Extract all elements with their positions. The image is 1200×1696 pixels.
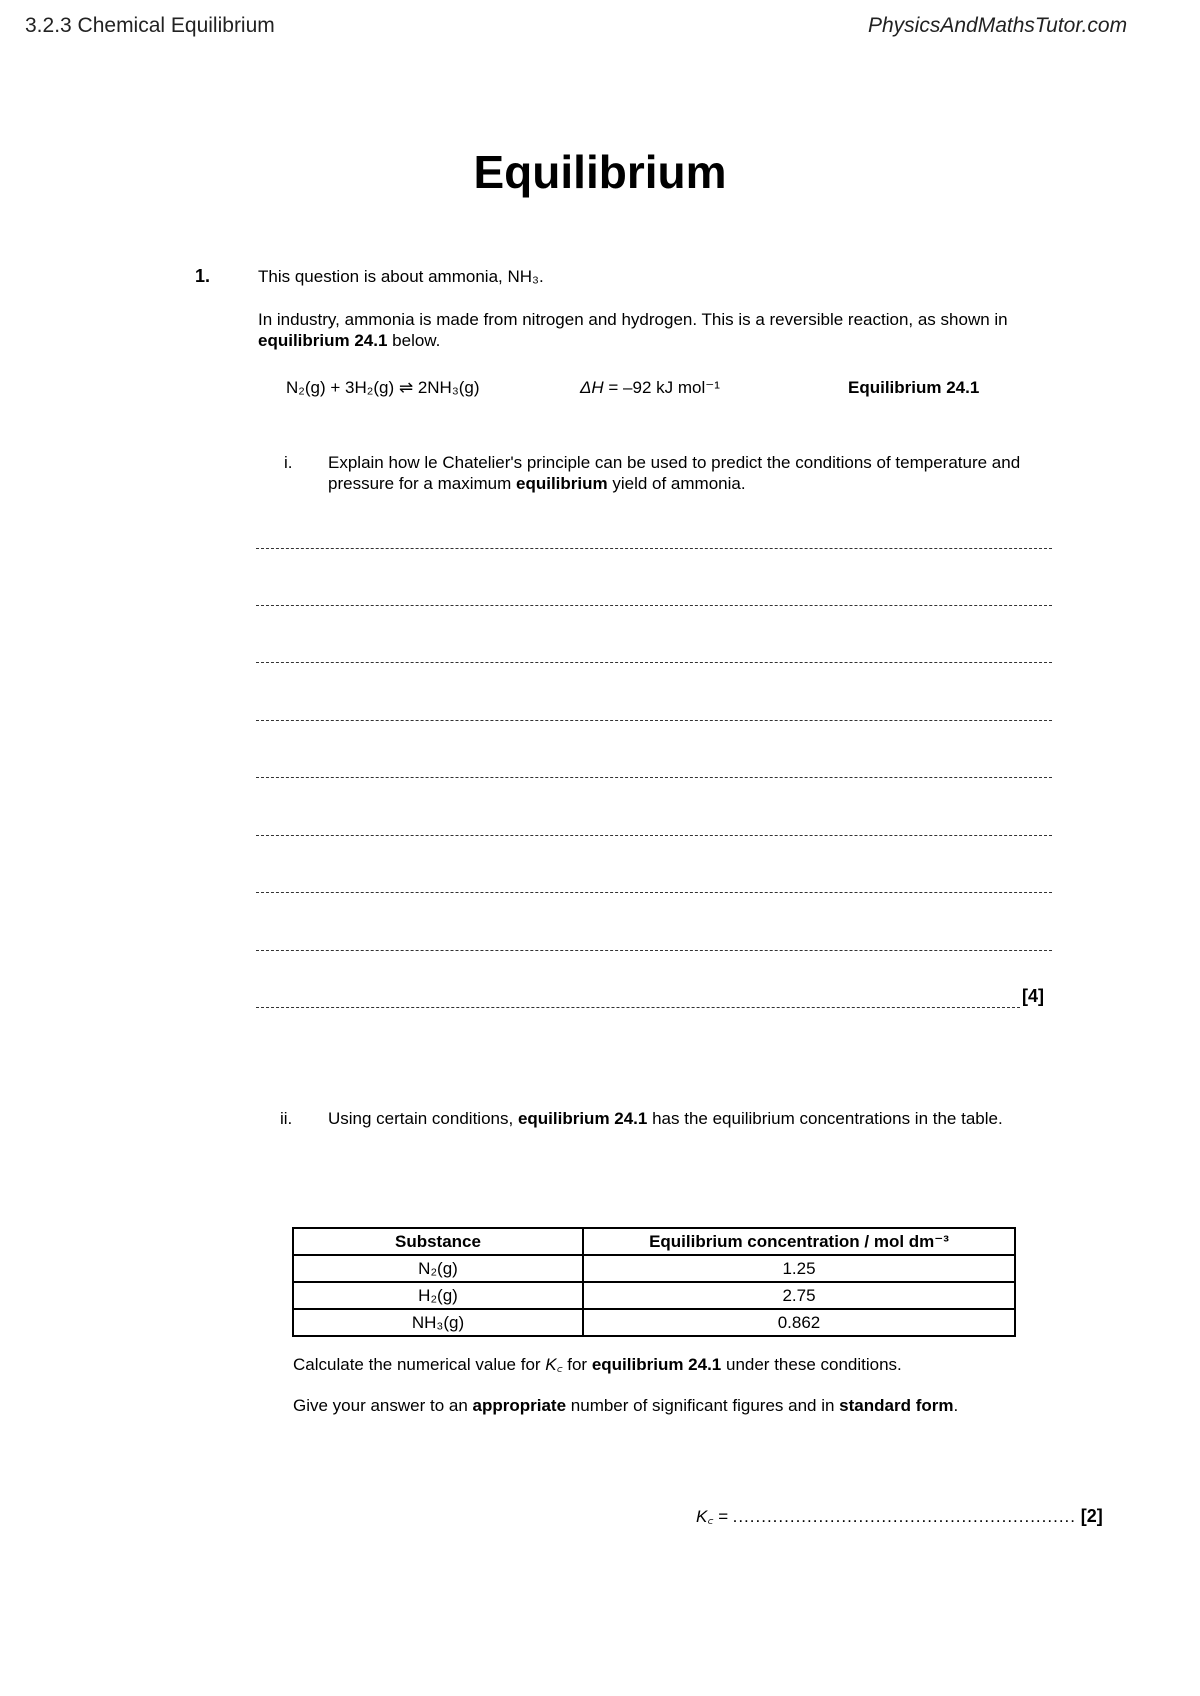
part-ii-marks: [2] (1080, 1506, 1103, 1526)
table-cell-concentration: 0.862 (583, 1309, 1015, 1336)
concentration-table (292, 1227, 1016, 1337)
answer-line[interactable] (256, 835, 1052, 836)
equilibrium-label: Equilibrium 24.1 (848, 378, 980, 397)
sf-bold-1: appropriate (472, 1396, 567, 1415)
part-i-numeral: i. (284, 453, 293, 472)
kc-answer-label: K꜀ = (696, 1507, 728, 1526)
calc-instruction (293, 1354, 1053, 1375)
part-ii-text-2: has the equilibrium concentrations in the table. (647, 1109, 1003, 1128)
delta-h-value: = –92 kJ mol⁻¹ (603, 378, 720, 397)
sf-text-1: Give your answer to an (293, 1396, 473, 1415)
table-cell-substance: NH₃(g) (293, 1309, 583, 1336)
context-text-1: In industry, ammonia is made from nitrogen and hydrogen. This is a reversible reaction, as shown in (258, 310, 1008, 329)
calc-kc: K꜀ (545, 1355, 563, 1374)
answer-line[interactable] (256, 605, 1052, 606)
kc-answer (696, 1506, 1103, 1527)
calc-text-2: for (562, 1355, 592, 1374)
table-header-substance: Substance (293, 1228, 583, 1255)
part-i-bold: equilibrium (516, 474, 608, 493)
page-title: Equilibrium (473, 146, 727, 198)
part-i-marks: [4] (1022, 986, 1044, 1006)
answer-line[interactable] (256, 777, 1052, 778)
answer-line[interactable] (256, 950, 1052, 951)
sf-bold-2: standard form (839, 1396, 954, 1415)
table-header-concentration: Equilibrium concentration / mol dm⁻³ (583, 1228, 1015, 1255)
table-cell-concentration: 2.75 (583, 1282, 1015, 1309)
header-site: PhysicsAndMathsTutor.com (868, 14, 1128, 37)
part-ii-numeral: ii. (280, 1109, 293, 1128)
answer-line[interactable] (256, 662, 1052, 663)
answer-line[interactable] (256, 892, 1052, 893)
part-ii-bold: equilibrium 24.1 (517, 1109, 648, 1128)
sf-text-2: number of significant figures and in (566, 1396, 840, 1415)
calc-text-3: under these conditions. (721, 1355, 902, 1374)
kc-answer-field[interactable]: ............................................................ (732, 1507, 1076, 1526)
table-row (293, 1282, 1015, 1309)
question-context (258, 309, 1058, 351)
part-i-text-2: yield of ammonia. (607, 474, 746, 493)
reaction-equation: N₂(g) + 3H₂(g) ⇌ 2NH₃(g) (286, 378, 480, 397)
part-ii-text-1: Using certain conditions, (328, 1109, 518, 1128)
sf-instruction (293, 1395, 1053, 1416)
calc-text-1: Calculate the numerical value for (293, 1355, 546, 1374)
question-intro: This question is about ammonia, NH₃. (258, 267, 544, 286)
part-i-prompt (328, 452, 1048, 494)
table-cell-substance: H₂(g) (293, 1282, 583, 1309)
sf-text-3: . (953, 1396, 959, 1415)
table-cell-concentration: 1.25 (583, 1255, 1015, 1282)
question-number: 1. (195, 266, 211, 286)
table-header-row (293, 1228, 1015, 1255)
answer-line[interactable] (256, 548, 1052, 549)
answer-line[interactable] (256, 1007, 1020, 1008)
part-i-text-1: Explain how le Chatelier's principle can be used to predict the conditions of temperature and pressure for a maximum (328, 453, 1021, 493)
answer-line[interactable] (256, 720, 1052, 721)
header-topic: 3.2.3 Chemical Equilibrium (25, 14, 275, 37)
part-ii-prompt (328, 1108, 1028, 1129)
context-text-2: below. (387, 331, 441, 350)
delta-h-symbol: ΔH (580, 378, 604, 397)
table-row (293, 1309, 1015, 1336)
calc-bold: equilibrium 24.1 (591, 1355, 722, 1374)
table-row (293, 1255, 1015, 1282)
enthalpy-change (580, 377, 720, 398)
context-bold: equilibrium 24.1 (258, 331, 388, 350)
table-cell-substance: N₂(g) (293, 1255, 583, 1282)
